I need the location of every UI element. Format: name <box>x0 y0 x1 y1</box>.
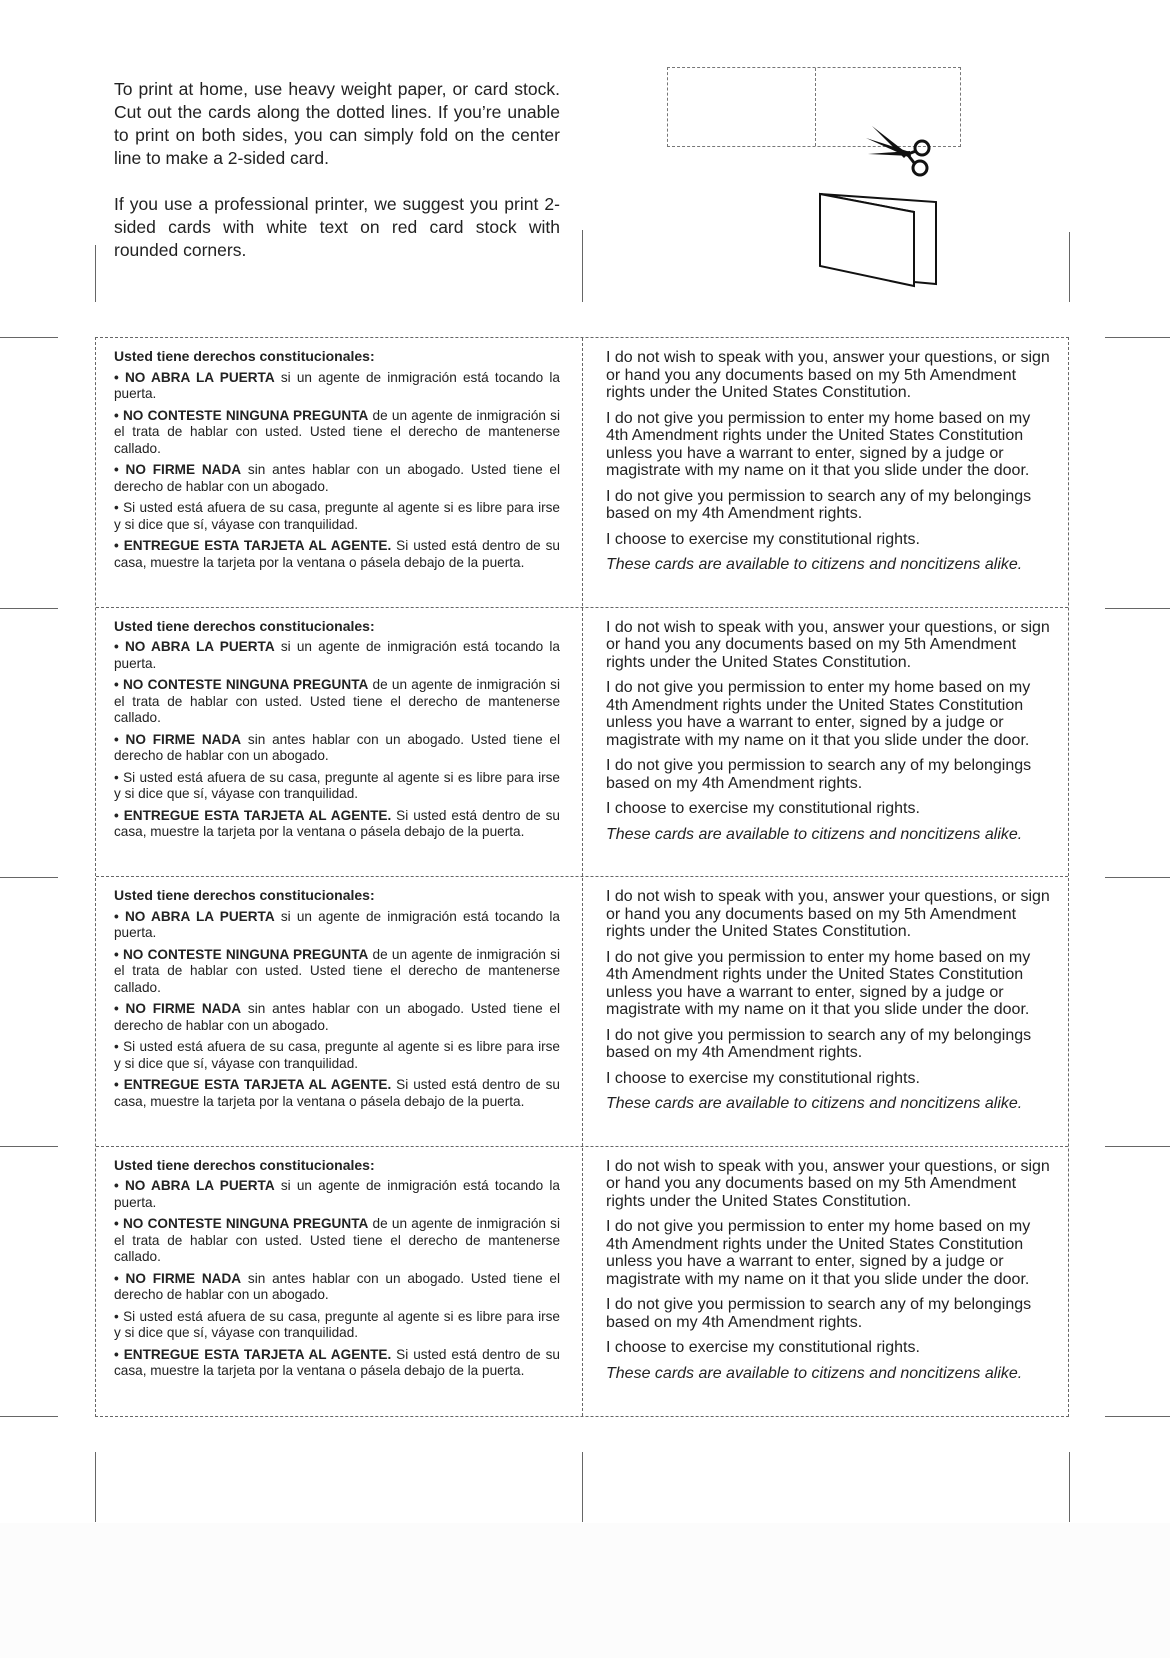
rights-item-text: • Si usted está afuera de su casa, pregunte al agente si es libre para irse y si dice que sí, váyase con tranquilidad. <box>114 769 560 801</box>
crop-mark <box>1105 1146 1170 1147</box>
rights-item-bold: • NO CONTESTE NINGUNA PREGUNTA <box>114 1216 369 1231</box>
rights-statement: I choose to exercise my constitutional rights. <box>606 800 920 817</box>
rights-item-bold: • ENTREGUE ESTA TARJETA AL AGENTE. <box>114 807 392 823</box>
rights-statement: I do not give you permission to search any of my belongings based on my 4th Amendment rights. <box>606 1026 1032 1061</box>
card-row <box>96 607 1068 878</box>
card-heading: Usted tiene derechos constitucionales: <box>114 617 375 634</box>
rights-item <box>114 677 560 727</box>
rights-item <box>114 370 560 403</box>
crop-mark <box>0 608 58 609</box>
professional-print-instructions: If you use a professional printer, we suggest you print 2-sided cards with white text on red card stock with rounded corners. <box>114 194 560 260</box>
rights-statement: I choose to exercise my constitutional rights. <box>606 1339 920 1356</box>
home-print-instructions: To print at home, use heavy weight paper, or card stock. Cut out the cards along the dotted lines. If you’re unable to print on both sides, you can simply fold on the center line to make a 2-sided card. <box>114 79 560 168</box>
rights-item <box>114 770 560 803</box>
rights-statement: I do not give you permission to search any of my belongings based on my 4th Amendment rights. <box>606 757 1032 792</box>
rights-item <box>114 808 560 841</box>
card-front-spanish <box>114 348 560 576</box>
crop-mark <box>1105 877 1170 878</box>
card-row <box>96 338 1068 608</box>
rights-item-text: • Si usted está afuera de su casa, pregunte al agente si es libre para irse y si dice que sí, váyase con tranquilidad. <box>114 500 560 532</box>
rights-statement: I do not give you permission to enter my home based on my 4th Amendment rights under the United States Constitution unless you have a warrant to enter, signed by a judge or magistrate with my name on it that you slide under the door. <box>606 1218 1031 1288</box>
rights-item-bold: • NO ABRA LA PUERTA <box>114 908 275 924</box>
crop-mark <box>1069 1452 1070 1522</box>
rights-statement: I do not wish to speak with you, answer your questions, or sign or hand you any documents based on my 5th Amendment rights under the United States Constitution. <box>606 1157 1050 1210</box>
crop-mark <box>0 1146 58 1147</box>
rights-item-text: Si usted está dentro de su casa, muestre la tarjeta por la ventana o pásela debajo de la puerta. <box>114 807 560 839</box>
rights-item-text: sin antes hablar con un abogado. Usted tiene el derecho de hablar con un abogado. <box>114 462 560 494</box>
instructions <box>114 78 560 285</box>
crop-mark <box>0 1416 58 1417</box>
crop-mark <box>1105 337 1170 338</box>
rights-item <box>114 408 560 458</box>
rights-item <box>114 947 560 997</box>
card-heading: Usted tiene derechos constitucionales: <box>114 1156 375 1173</box>
rights-item <box>114 1347 560 1380</box>
card-back-english <box>606 619 1051 852</box>
rights-statement: I choose to exercise my constitutional rights. <box>606 1069 920 1087</box>
rights-item-text: sin antes hablar con un abogado. Usted tiene el derecho de hablar con un abogado. <box>114 1270 560 1302</box>
rights-statement: I do not wish to speak with you, answer your questions, or sign or hand you any documents based on my 5th Amendment rights under the United States Constitution. <box>606 349 1050 401</box>
rights-item-text: de un agente de inmigración si el trata de hablar con usted. Usted tiene el derecho de mantenerse callado. <box>114 1216 560 1264</box>
card-front-spanish <box>114 1157 560 1385</box>
crop-mark <box>0 877 58 878</box>
card-front-spanish <box>114 887 560 1115</box>
rights-item-text: Si usted está dentro de su casa, muestre la tarjeta por la ventana o pásela debajo de la puerta. <box>114 538 560 570</box>
rights-item-bold: • ENTREGUE ESTA TARJETA AL AGENTE. <box>114 538 392 553</box>
card-back-english <box>606 888 1051 1121</box>
rights-item <box>114 909 560 942</box>
rights-item <box>114 1077 560 1110</box>
rights-item <box>114 1039 560 1072</box>
scissors-icon <box>864 124 944 184</box>
rights-item-bold: • NO FIRME NADA <box>114 462 242 477</box>
rights-statement: I do not give you permission to enter my home based on my 4th Amendment rights under the United States Constitution unless you have a warrant to enter, signed by a judge or magistrate with my name on it that you slide under the door. <box>606 948 1031 1018</box>
card-heading: Usted tiene derechos constitucionales: <box>114 887 375 903</box>
rights-item <box>114 1178 560 1211</box>
crop-mark <box>1105 608 1170 609</box>
crop-mark <box>1069 232 1070 302</box>
crop-mark <box>0 337 58 338</box>
folded-card-icon <box>816 192 942 288</box>
rights-item <box>114 1216 560 1266</box>
rights-item-bold: • NO CONTESTE NINGUNA PREGUNTA <box>114 677 369 692</box>
rights-item-bold: • NO FIRME NADA <box>114 731 242 747</box>
rights-item <box>114 639 560 672</box>
card-footer: These cards are available to citizens and noncitizens alike. <box>606 1364 1023 1382</box>
card-back-english <box>606 349 1051 582</box>
rights-item-text: • Si usted está afuera de su casa, pregunte al agente si es libre para irse y si dice que sí, váyase con tranquilidad. <box>114 1039 560 1071</box>
rights-statement: I do not give you permission to search any of my belongings based on my 4th Amendment rights. <box>606 487 1032 522</box>
rights-item-text: si un agente de inmigración está tocando la puerta. <box>114 369 560 401</box>
rights-statement: I do not give you permission to search any of my belongings based on my 4th Amendment rights. <box>606 1296 1032 1331</box>
rights-item <box>114 1309 560 1342</box>
rights-item-text: • Si usted está afuera de su casa, pregunte al agente si es libre para irse y si dice que sí, váyase con tranquilidad. <box>114 1308 560 1340</box>
crop-mark <box>1105 1416 1170 1417</box>
rights-item <box>114 1001 560 1034</box>
rights-statement: I do not wish to speak with you, answer your questions, or sign or hand you any documents based on my 5th Amendment rights under the United States Constitution. <box>606 888 1050 940</box>
rights-item-text: sin antes hablar con un abogado. Usted tiene el derecho de hablar con un abogado. <box>114 731 560 763</box>
rights-item-text: si un agente de inmigración está tocando la puerta. <box>114 1178 560 1210</box>
card-footer: These cards are available to citizens and noncitizens alike. <box>606 556 1023 573</box>
rights-item-bold: • NO ABRA LA PUERTA <box>114 369 275 385</box>
rights-item-text: si un agente de inmigración está tocando la puerta. <box>114 908 560 940</box>
rights-item <box>114 462 560 495</box>
card-back-english <box>606 1158 1051 1391</box>
crop-mark <box>582 1452 583 1522</box>
rights-item-bold: • NO FIRME NADA <box>114 1001 242 1016</box>
rights-item-text: sin antes hablar con un abogado. Usted tiene el derecho de hablar con un abogado. <box>114 1001 560 1033</box>
rights-item-bold: • NO CONTESTE NINGUNA PREGUNTA <box>114 407 369 423</box>
rights-statement: I do not wish to speak with you, answer your questions, or sign or hand you any documents based on my 5th Amendment rights under the United States Constitution. <box>606 618 1050 671</box>
rights-item-bold: • NO FIRME NADA <box>114 1270 242 1286</box>
rights-item-bold: • NO ABRA LA PUERTA <box>114 1178 275 1193</box>
card-front-spanish <box>114 618 560 846</box>
cards-sheet <box>95 337 1069 1417</box>
rights-item-text: si un agente de inmigración está tocando la puerta. <box>114 639 560 671</box>
rights-item <box>114 1271 560 1304</box>
rights-statement: I choose to exercise my constitutional rights. <box>606 530 920 548</box>
rights-item-text: de un agente de inmigración si el trata de hablar con usted. Usted tiene el derecho de mantenerse callado. <box>114 677 560 725</box>
card-row <box>96 876 1068 1147</box>
rights-statement: I do not give you permission to enter my home based on my 4th Amendment rights under the United States Constitution unless you have a warrant to enter, signed by a judge or magistrate with my name on it that you slide under the door. <box>606 679 1031 749</box>
rights-item-text: Si usted está dentro de su casa, muestre la tarjeta por la ventana o pásela debajo de la puerta. <box>114 1346 560 1378</box>
rights-item <box>114 538 560 571</box>
rights-item <box>114 732 560 765</box>
crop-mark <box>95 245 96 302</box>
rights-statement: I do not give you permission to enter my home based on my 4th Amendment rights under the United States Constitution unless you have a warrant to enter, signed by a judge or magistrate with my name on it that you slide under the door. <box>606 409 1031 479</box>
rights-item-text: Si usted está dentro de su casa, muestre la tarjeta por la ventana o pásela debajo de la puerta. <box>114 1077 560 1109</box>
crop-mark <box>582 230 583 302</box>
rights-item-bold: • NO ABRA LA PUERTA <box>114 639 275 654</box>
rights-item-text: de un agente de inmigración si el trata de hablar con usted. Usted tiene el derecho de mantenerse callado. <box>114 407 560 456</box>
rights-item-bold: • NO CONTESTE NINGUNA PREGUNTA <box>114 946 369 962</box>
rights-item-text: de un agente de inmigración si el trata de hablar con usted. Usted tiene el derecho de mantenerse callado. <box>114 946 560 995</box>
card-row <box>96 1146 1068 1417</box>
rights-item-bold: • ENTREGUE ESTA TARJETA AL AGENTE. <box>114 1077 392 1092</box>
card-footer: These cards are available to citizens and noncitizens alike. <box>606 825 1023 843</box>
crop-mark <box>95 1452 96 1522</box>
card-footer: These cards are available to citizens and noncitizens alike. <box>606 1095 1023 1112</box>
rights-item-bold: • ENTREGUE ESTA TARJETA AL AGENTE. <box>114 1346 392 1362</box>
card-heading: Usted tiene derechos constitucionales: <box>114 348 375 364</box>
rights-item <box>114 500 560 533</box>
